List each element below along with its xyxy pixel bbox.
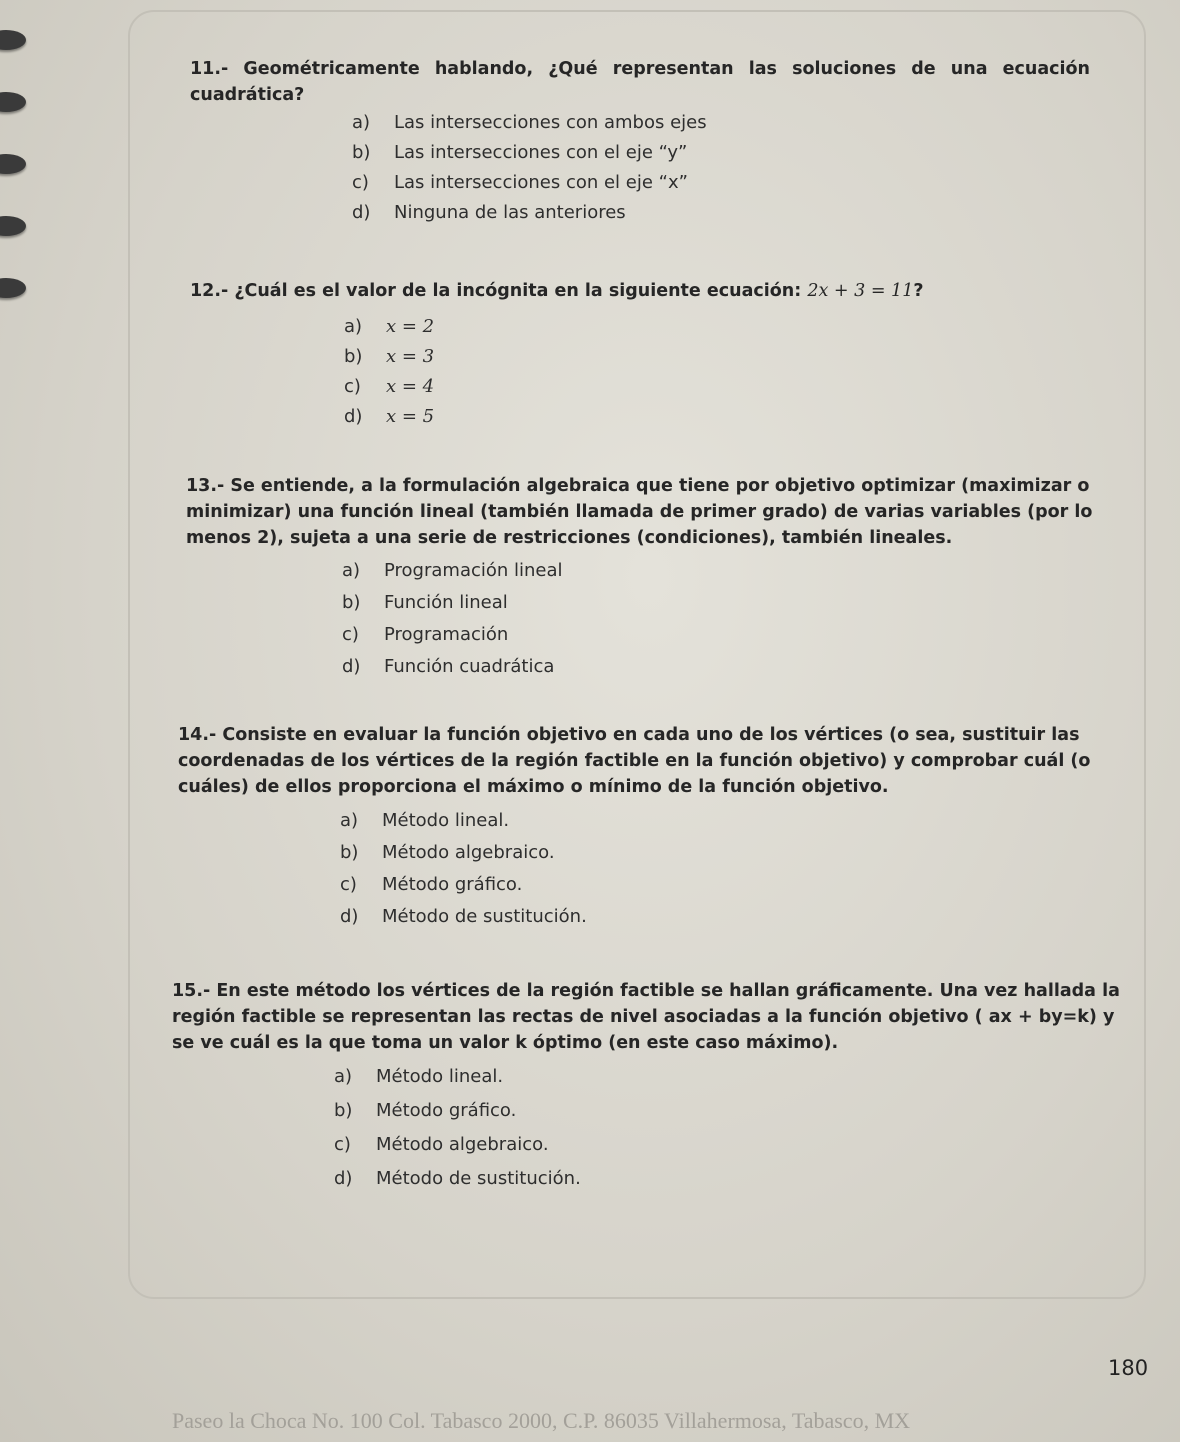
option-letter: b)	[334, 1100, 353, 1121]
option-letter: c)	[344, 376, 361, 397]
options-11	[352, 112, 707, 232]
question-text: 15.- En este método los vértices de la región factible se hallan gráficamente. Una vez hallada la región factible se representan las rectas de nivel asociadas a la función objetivo ( ax + by=k) y se ve cuál es la que toma un valor k óptimo (en este caso máximo).	[172, 981, 1120, 1053]
option-b	[352, 142, 707, 172]
option-letter: d)	[340, 906, 359, 927]
option-letter: a)	[352, 112, 371, 133]
option-c	[352, 172, 707, 202]
options-14	[340, 810, 587, 938]
option-letter: b)	[340, 842, 359, 863]
option-letter: a)	[334, 1066, 353, 1087]
option-letter: a)	[342, 560, 361, 581]
options-12	[344, 316, 434, 436]
option-d	[334, 1168, 581, 1202]
option-text: x = 4	[386, 376, 435, 397]
option-text: x = 2	[386, 316, 435, 337]
option-letter: c)	[334, 1134, 351, 1155]
option-text: Método de sustitución.	[376, 1168, 581, 1189]
option-b	[342, 592, 563, 624]
option-text: Las intersecciones con ambos ejes	[394, 112, 707, 133]
page-number: 180	[1108, 1356, 1149, 1380]
option-b	[334, 1100, 581, 1134]
option-letter: c)	[342, 624, 359, 645]
option-b	[344, 346, 434, 376]
option-letter: c)	[340, 874, 357, 895]
option-d	[344, 406, 434, 436]
option-letter: a)	[344, 316, 363, 337]
option-text: x = 5	[386, 406, 435, 427]
option-text: Las intersecciones con el eje “y”	[394, 142, 688, 163]
question-11	[190, 56, 1090, 108]
option-text: Ninguna de las anteriores	[394, 202, 626, 223]
option-a	[344, 316, 434, 346]
option-text: Función cuadrática	[384, 656, 555, 677]
option-text: Programación	[384, 624, 509, 645]
option-c	[334, 1134, 581, 1168]
question-text: 14.- Consiste en evaluar la función objetivo en cada uno de los vértices (o sea, sustituir las coordenadas de los vértices de la región factible en la función objetivo) y comprobar cuál (o cuáles) de ellos proporciona el máximo o mínimo de la función objetivo.	[178, 725, 1091, 797]
question-12	[190, 278, 1110, 304]
question-text: 11.- Geométricamente hablando, ¿Qué representan las soluciones de una ecuación cuadrática?	[190, 59, 1090, 105]
option-letter: d)	[334, 1168, 353, 1189]
question-text: 13.- Se entiende, a la formulación algebraica que tiene por objetivo optimizar (maximizar o minimizar) una función lineal (también llamada de primer grado) de varias variables (por lo menos 2), sujeta a una serie de restricciones (condiciones), también lineales.	[186, 476, 1093, 548]
option-a	[340, 810, 587, 842]
option-letter: d)	[342, 656, 361, 677]
question-text: 12.- ¿Cuál es el valor de la incógnita en la siguiente ecuación:	[190, 281, 802, 301]
option-letter: b)	[352, 142, 371, 163]
spiral-binding	[0, 0, 34, 700]
option-letter: a)	[340, 810, 359, 831]
option-c	[342, 624, 563, 656]
option-text: Función lineal	[384, 592, 508, 613]
option-text: Método gráfico.	[376, 1100, 517, 1121]
option-a	[334, 1066, 581, 1100]
option-letter: d)	[344, 406, 363, 427]
option-d	[352, 202, 707, 232]
question-suffix: ?	[913, 281, 924, 301]
option-letter: d)	[352, 202, 371, 223]
question-14	[178, 722, 1098, 800]
option-d	[342, 656, 563, 688]
option-text: Programación lineal	[384, 560, 563, 581]
option-a	[342, 560, 563, 592]
footer-address: Paseo la Choca No. 100 Col. Tabasco 2000, C.P. 86035 Villahermosa, Tabasco, MX	[172, 1408, 911, 1433]
equation: 2x + 3 = 11	[807, 281, 914, 301]
option-letter: c)	[352, 172, 369, 193]
option-c	[340, 874, 587, 906]
option-text: Método algebraico.	[382, 842, 555, 863]
option-text: Método algebraico.	[376, 1134, 549, 1155]
options-13	[342, 560, 563, 688]
option-a	[352, 112, 707, 142]
option-text: Las intersecciones con el eje “x”	[394, 172, 688, 193]
option-c	[344, 376, 434, 406]
question-13	[186, 473, 1106, 551]
option-text: Método de sustitución.	[382, 906, 587, 927]
option-text: Método lineal.	[376, 1066, 504, 1087]
option-text: Método gráfico.	[382, 874, 523, 895]
option-letter: b)	[342, 592, 361, 613]
question-15	[172, 978, 1122, 1056]
option-text: x = 3	[386, 346, 435, 367]
option-text: Método lineal.	[382, 810, 510, 831]
options-15	[334, 1066, 581, 1202]
option-d	[340, 906, 587, 938]
option-b	[340, 842, 587, 874]
option-letter: b)	[344, 346, 363, 367]
